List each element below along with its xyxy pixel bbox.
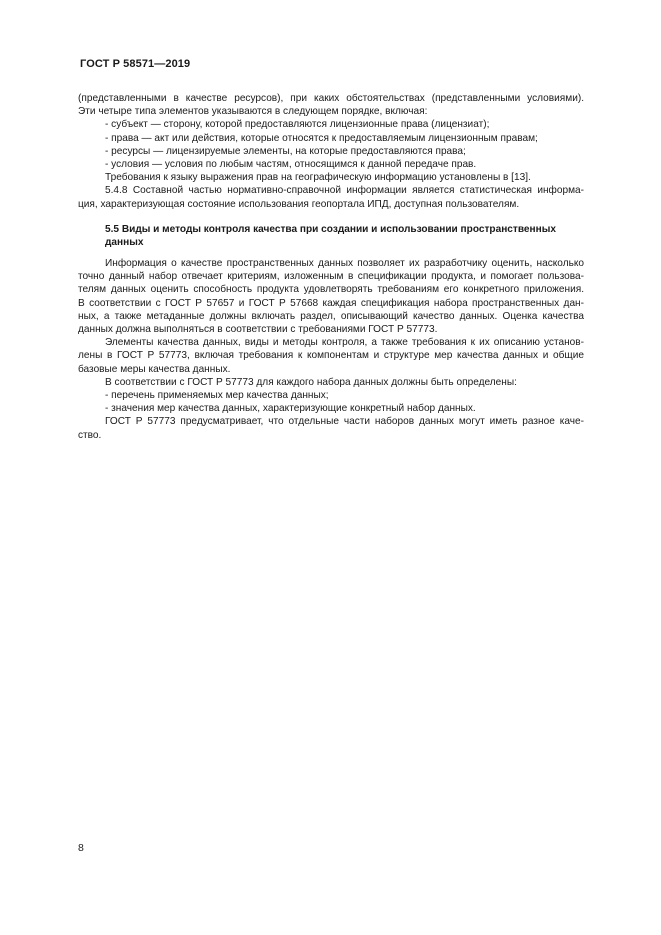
text-line: ция, характеризующая состояние использования геопортала ИПД, доступная пользователям.	[78, 198, 520, 210]
text-line: телям данных оценить способность продукта удовлетворять требованиям его конкретного приложения.	[78, 284, 584, 296]
list-item: - субъект — сторону, которой предоставляются лицензионные права (лицензиат);	[105, 119, 490, 131]
text-line: Требования к языку выражения прав на географическую информацию установлены в [13].	[105, 172, 531, 184]
text-line: В соответствии с ГОСТ Р 57773 для каждого набора данных должны быть определены:	[105, 376, 517, 388]
text-line: данных должна выполняться в соответствии с требованиями ГОСТ Р 57773.	[78, 324, 438, 335]
document-body	[78, 92, 584, 442]
page-number: 8	[78, 842, 84, 854]
text-line: В соответствии с ГОСТ Р 57657 и ГОСТ Р 57668 каждая спецификация набора пространственных дан-	[78, 297, 584, 309]
list-item: - ресурсы — лицензируемые элементы, на которые предоставляются права;	[105, 145, 466, 157]
list-item: - значения мер качества данных, характеризующие конкретный набор данных.	[105, 403, 476, 415]
text-line: ГОСТ Р 57773 предусматривает, что отдельные части наборов данных могут иметь разное каче-	[105, 416, 584, 428]
section-heading: данных	[105, 236, 144, 248]
list-item: - права — акт или действия, которые относятся к предоставляемым лицензионным правам;	[105, 132, 538, 144]
section-heading: 5.5 Виды и методы контроля качества при создании и использовании пространственных	[105, 223, 556, 235]
text-line: точно данный набор отвечает критериям, изложенным в спецификации продукта, и помогает пользова-	[78, 271, 584, 283]
text-line: ных, а также метаданные должны включать раздел, описывающий качество данных. Оценка качества	[78, 310, 584, 322]
text-line: ство.	[78, 429, 102, 441]
text-line: 5.4.8 Составной частью нормативно-справочной информации является статистическая информа-	[105, 185, 584, 197]
text-line: лены в ГОСТ Р 57773, включая требования к компонентам и структуре мер качества данных и общие	[78, 350, 584, 362]
text-line: базовые меры качества данных.	[78, 363, 231, 375]
text-line: Элементы качества данных, виды и методы контроля, а также требования к их описанию установ-	[105, 337, 584, 349]
text-line: Эти четыре типа элементов указываются в следующем порядке, включая:	[78, 106, 428, 118]
text-line: Информация о качестве пространственных данных позволяет их разработчику оценить, насколько	[105, 258, 584, 270]
text-line: (представленными в качестве ресурсов), при каких обстоятельствах (представленными условиями).	[78, 93, 584, 104]
list-item: - условия — условия по любым частям, относящимся к данной передаче прав.	[105, 158, 477, 170]
list-item: - перечень применяемых мер качества данных;	[105, 389, 329, 401]
document-header-title: ГОСТ Р 58571—2019	[80, 58, 191, 70]
